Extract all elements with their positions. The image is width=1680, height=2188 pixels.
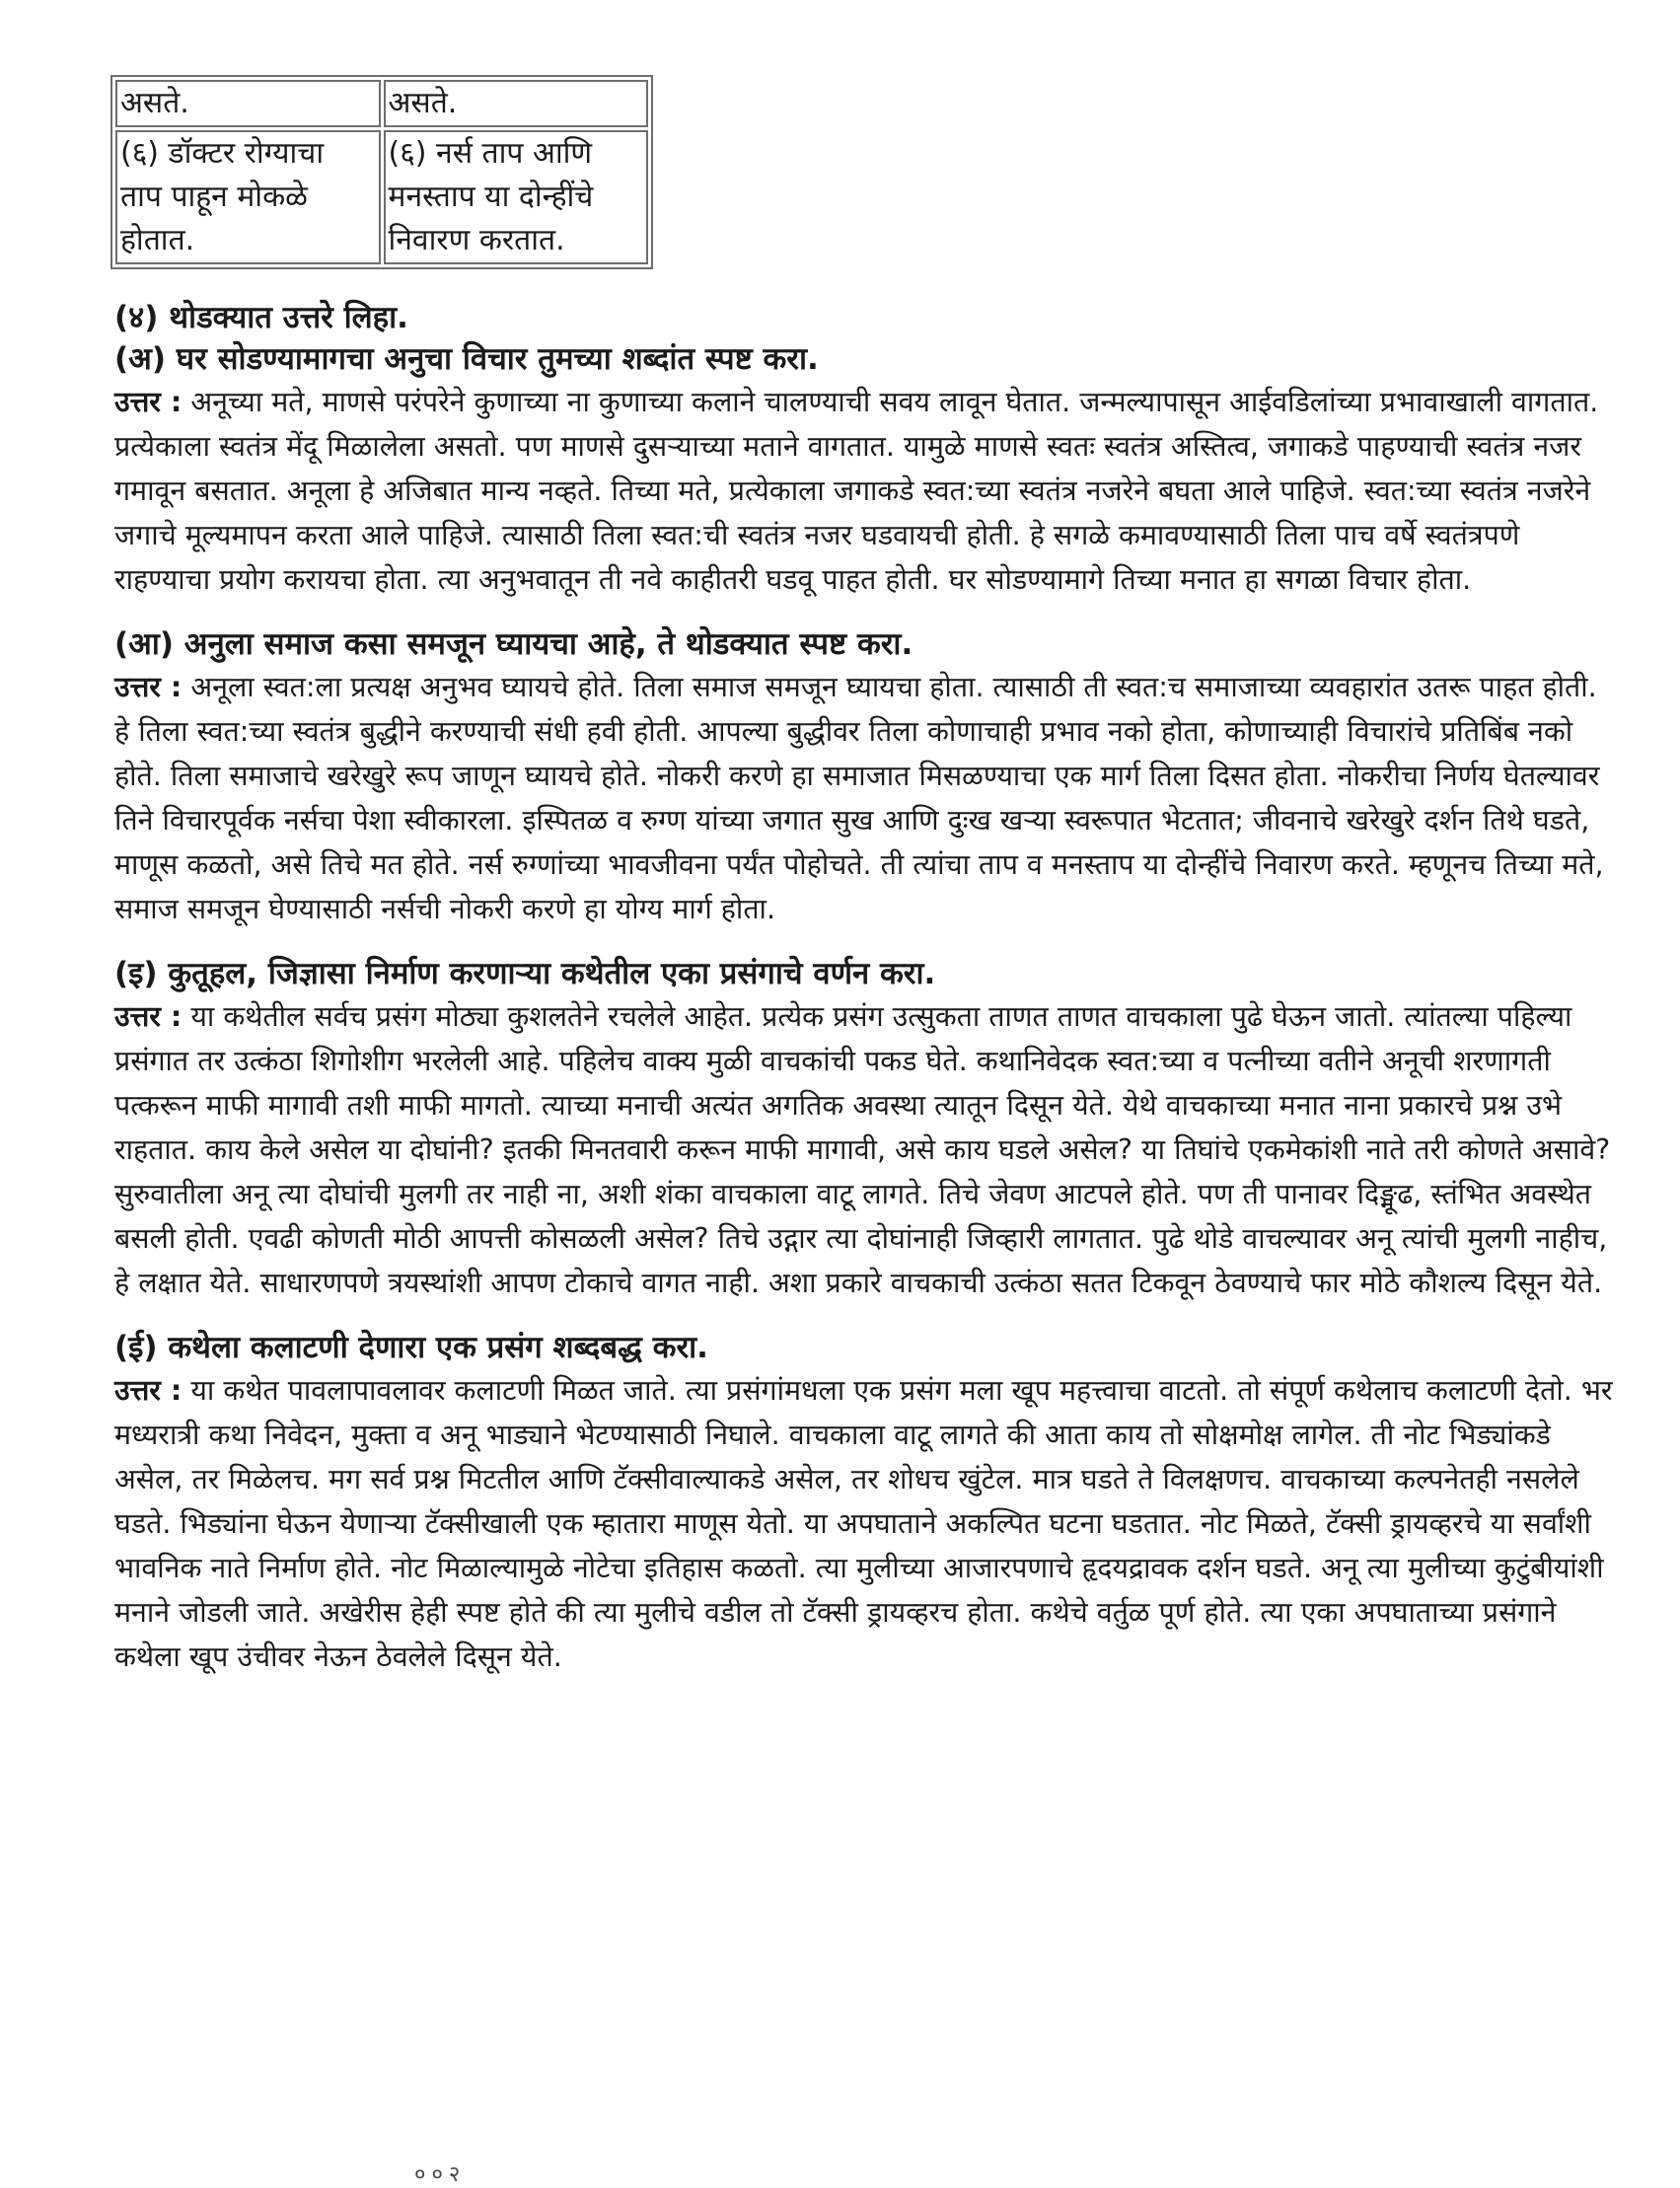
comparison-table	[110, 75, 653, 269]
answer-label: उत्तर :	[114, 386, 183, 418]
table-cell: असते.	[384, 80, 649, 127]
answer-paragraph	[114, 380, 1614, 602]
question-block-a	[114, 338, 1614, 602]
answer-paragraph	[114, 665, 1614, 931]
page-content	[114, 75, 1614, 1679]
question-block-aa	[114, 623, 1614, 931]
answer-text: अनूला स्वत:ला प्रत्यक्ष अनुभव घ्यायचे होते. तिला समाज समजून घ्यायचा होता. त्यासाठी ती स्वत:च समाजाच्या व्यवहारांत उतरू पाहत होती. हे तिला स्वत:च्या स्वतंत्र बुद्धीने करण्याची संधी हवी होती. आपल्या बुद्धीवर तिला कोणाचाही प्रभाव नको होता, कोणाच्याही विचारांचे प्रतिबिंब नको होते. तिला समाजाचे खरेखुरे रूप जाणून घ्यायचे होते. नोकरी करणे हा समाजात मिसळण्याचा एक मार्ग तिला दिसत होता. नोकरीचा निर्णय घेतल्यावर तिने विचारपूर्वक नर्सचा पेशा स्वीकारला. इस्पितळ व रुग्ण यांच्या जगात सुख आणि दुःख खऱ्या स्वरूपात भेटतात; जीवनाचे खरेखुरे दर्शन तिथे घडते, माणूस कळतो, असे तिचे मत होते. नर्स रुग्णांच्या भावजीवना पर्यंत पोहोचते. ती त्यांचा ताप व मनस्ताप या दोन्हींचे निवारण करते. म्हणूनच तिच्या मते, समाज समजून घेण्यासाठी नर्सची नोकरी करणे हा योग्य मार्ग होता.	[114, 671, 1604, 925]
question-title: (अ) घर सोडण्यामागचा अनुचा विचार तुमच्या शब्दांत स्पष्ट करा.	[114, 341, 819, 377]
table-row	[115, 130, 648, 264]
answer-paragraph	[114, 994, 1614, 1305]
question-title: (इ) कुतूहल, जिज्ञासा निर्माण करणाऱ्या कथेतील एका प्रसंगाचे वर्णन करा.	[114, 956, 936, 991]
answer-text: या कथेत पावलापावलावर कलाटणी मिळत जाते. त्या प्रसंगांमधला एक प्रसंग मला खूप महत्त्वाचा वाटतो. तो संपूर्ण कथेलाच कलाटणी देतो. भर मध्यरात्री कथा निवेदन, मुक्ता व अनू भाड्याने भेटण्यासाठी निघाले. वाचकाला वाटू लागते की आता काय तो सोक्षमोक्ष लागेल. ती नोट भिड्यांकडे असेल, तर मिळेलच. मग सर्व प्रश्न मिटतील आणि टॅक्सीवाल्याकडे असेल, तर शोधच खुंटेल. मात्र घडते ते विलक्षणच. वाचकाच्या कल्पनेतही नसलेले घडते. भिड्यांना घेऊन येणाऱ्या टॅक्सीखाली एक म्हातारा माणूस येतो. या अपघाताने अकल्पित घटना घडतात. नोट मिळते, टॅक्सी ड्रायव्हरचे या सर्वांशी भावनिक नाते निर्माण होते. नोट मिळाल्यामुळे नोटेचा इतिहास कळतो. त्या मुलीच्या आजारपणाचे हृदयद्रावक दर्शन घडते. अनू त्या मुलीच्या कुटुंबीयांशी मनाने जोडली जाते. अखेरीस हेही स्पष्ट होते की त्या मुलीचे वडील तो टॅक्सी ड्रायव्हरच होता. कथेचे वर्तुळ पूर्ण होते. त्या एका अपघाताच्या प्रसंगाने कथेला खूप उंचीवर नेऊन ठेवलेले दिसून येते.	[114, 1374, 1613, 1673]
table-cell: असते.	[115, 80, 381, 127]
question-title: (आ) अनुला समाज कसा समजून घ्यायचा आहे, ते थोडक्यात स्पष्ट करा.	[114, 626, 913, 662]
answer-paragraph	[114, 1368, 1614, 1679]
table-cell: (६) नर्स ताप आणि मनस्ताप या दोन्हींचे निवारण करतात.	[384, 130, 649, 264]
section-heading: (४) थोडक्यात उत्तरे लिहा.	[114, 300, 408, 335]
question-title: (ई) कथेला कलाटणी देणारा एक प्रसंग शब्दबद्ध करा.	[114, 1330, 708, 1365]
answer-text: अनूच्या मते, माणसे परंपरेने कुणाच्या ना कुणाच्या कलाने चालण्याची सवय लावून घेतात. जन्मल्यापासून आईवडिलांच्या प्रभावाखाली वागतात. प्रत्येकाला स्वतंत्र मेंदू मिळालेला असतो. पण माणसे दुसऱ्याच्या मताने वागतात. यामुळे माणसे स्वतः स्वतंत्र अस्तित्व, जगाकडे पाहण्याची स्वतंत्र नजर गमावून बसतात. अनूला हे अजिबात मान्य नव्हते. तिच्या मते, प्रत्येकाला जगाकडे स्वत:च्या स्वतंत्र नजरेने बघता आले पाहिजे. स्वत:च्या स्वतंत्र नजरेने जगाचे मूल्यमापन करता आले पाहिजे. त्यासाठी तिला स्वत:ची स्वतंत्र नजर घडवायची होती. हे सगळे कमावण्यासाठी तिला पाच वर्षे स्वतंत्रपणे राहण्याचा प्रयोग करायचा होता. त्या अनुभवातून ती नवे काहीतरी घडवू पाहत होती. घर सोडण्यामागे तिच्या मनात हा सगळा विचार होता.	[114, 386, 1599, 596]
question-block-ii	[114, 1327, 1614, 1679]
answer-label: उत्तर :	[114, 1000, 183, 1033]
table-row	[115, 80, 648, 127]
answer-label: उत्तर :	[114, 671, 183, 703]
question-block-i	[114, 953, 1614, 1305]
page-footer-mark: ००२	[414, 2162, 467, 2187]
answer-label: उत्तर :	[114, 1374, 183, 1407]
table-cell: (६) डॉक्टर रोग्याचा ताप पाहून मोकळे होतात.	[115, 130, 381, 264]
answer-text: या कथेतील सर्वच प्रसंग मोठ्या कुशलतेने रचलेले आहेत. प्रत्येक प्रसंग उत्सुकता ताणत ताणत वाचकाला पुढे घेऊन जातो. त्यांतल्या पहिल्या प्रसंगात तर उत्कंठा शिगोशीग भरलेली आहे. पहिलेच वाक्य मुळी वाचकांची पकड घेते. कथानिवेदक स्वत:च्या व पत्नीच्या वतीने अनूची शरणागती पत्करून माफी मागावी तशी माफी मागतो. त्याच्या मनाची अत्यंत अगतिक अवस्था त्यातून दिसून येते. येथे वाचकाच्या मनात नाना प्रकारचे प्रश्न उभे राहतात. काय केले असेल या दोघांनी? इतकी मिनतवारी करून माफी मागावी, असे काय घडले असेल? या तिघांचे एकमेकांशी नाते तरी कोणते असावे? सुरुवातीला अनू त्या दोघांची मुलगी तर नाही ना, अशी शंका वाचकाला वाटू लागते. तिचे जेवण आटपले होते. पण ती पानावर दिङ्मूढ, स्तंभित अवस्थेत बसली होती. एवढी कोणती मोठी आपत्ती कोसळली असेल? तिचे उद्गार त्या दोघांनाही जिव्हारी लागतात. पुढे थोडे वाचल्यावर अनू त्यांची मुलगी नाहीच, हे लक्षात येते. साधारणपणे त्रयस्थांशी आपण टोकाचे वागत नाही. अशा प्रकारे वाचकाची उत्कंठा सतत टिकवून ठेवण्याचे फार मोठे कौशल्य दिसून येते.	[114, 1000, 1611, 1299]
